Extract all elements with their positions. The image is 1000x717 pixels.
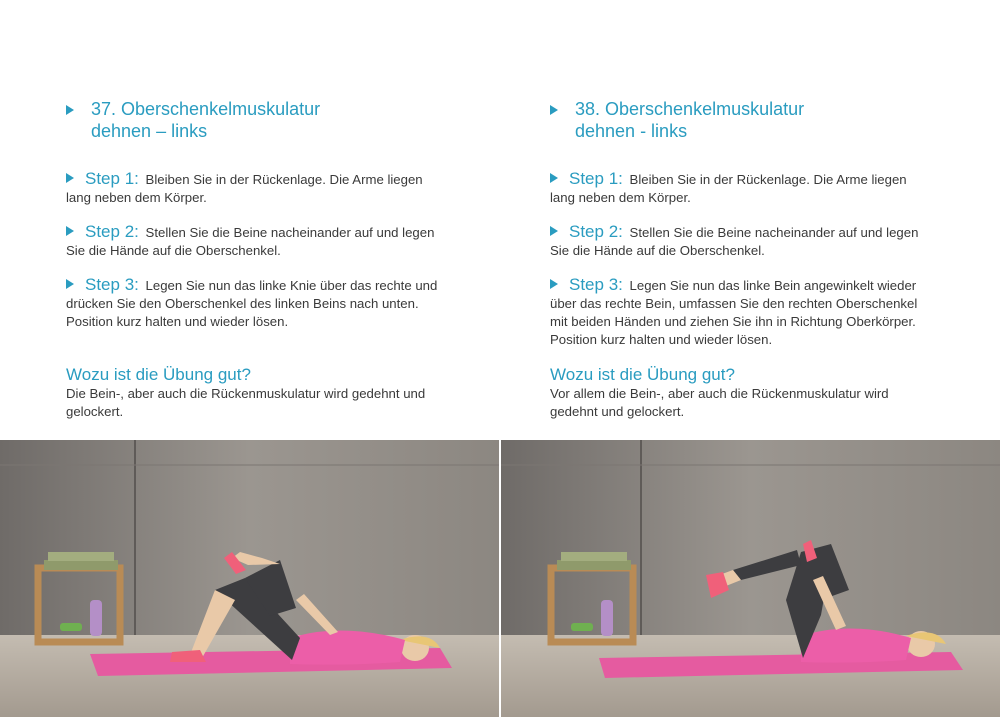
step-3: Step 3: Legen Sie nun das linke Knie über das rechte und drücken Sie den Oberschenkel des linken Beins nach unten. Position kurz halten und wieder lösen. [66,275,438,329]
triangle-bullet-icon [550,279,558,289]
why-text: Vor allem die Bein-, aber auch die Rückenmuskulatur wird gedehnt und gelockert. [550,386,889,419]
step-1: Step 1: Bleiben Sie in der Rückenlage. Die Arme liegen lang neben dem Körper. [550,169,907,205]
why-text: Die Bein-, aber auch die Rückenmuskulatur wird gedehnt und gelockert. [66,386,426,419]
triangle-bullet-icon [550,226,558,236]
step-2: Step 2: Stellen Sie die Beine nacheinander auf und legen Sie die Hände auf die Oberschenkel. [550,222,919,258]
triangle-bullet-icon [66,279,74,289]
why-heading: Wozu ist die Übung gut? [66,365,251,384]
triangle-bullet-icon [550,173,558,183]
step-2: Step 2: Stellen Sie die Beine nacheinander auf und legen Sie die Hände auf die Oberschenkel. [66,222,435,258]
concrete-wall [501,440,1000,640]
exercise-title: 37. Oberschenkelmuskulatur dehnen – links [66,98,320,142]
step-1: Step 1: Bleiben Sie in der Rückenlage. Die Arme liegen lang neben dem Körper. [66,169,423,205]
triangle-bullet-icon [550,105,558,115]
exercise-37-photo [0,440,499,717]
step-3: Step 3: Legen Sie nun das linke Bein angewinkelt wieder über das rechte Bein, umfassen Sie den rechten Oberschenkel mit beiden Händen und ziehen Sie ihn in Richtung Oberkörper. Position kurz halten und wieder lösen. [550,275,918,347]
triangle-bullet-icon [66,226,74,236]
triangle-bullet-icon [66,173,74,183]
exercise-38-photo [501,440,1000,717]
triangle-bullet-icon [66,105,74,115]
exercise-title: 38. Oberschenkelmuskulatur dehnen - links [550,98,804,142]
why-heading: Wozu ist die Übung gut? [550,365,735,384]
